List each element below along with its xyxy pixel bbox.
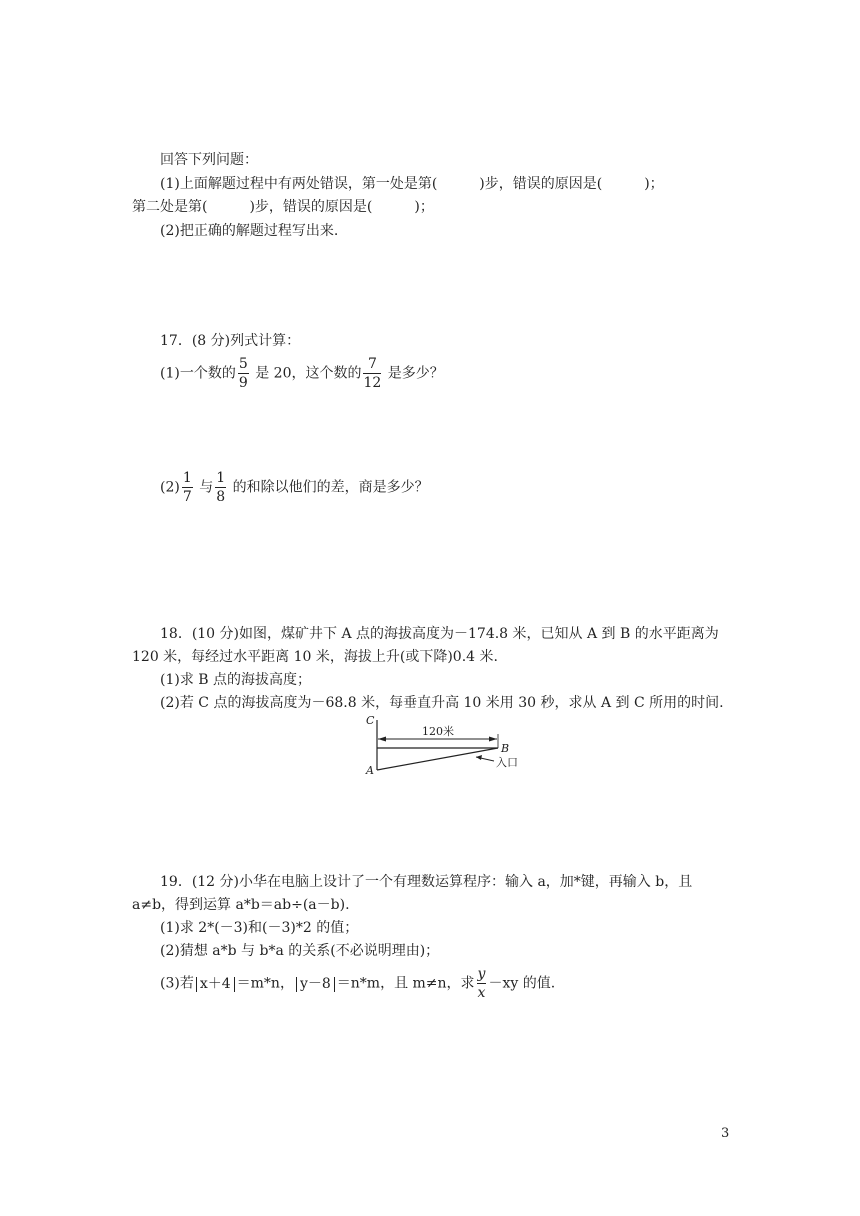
q17-part2-prefix: (2) <box>160 479 180 496</box>
q19-part2: (2)猜想 a*b 与 b*a 的关系(不必说明理由)； <box>160 943 440 959</box>
dimension-arrow-right-icon <box>489 737 497 742</box>
fraction-numerator: 1 <box>182 470 192 486</box>
distance-label: 120米 <box>422 725 454 738</box>
q18-part1: (1)求 B 点的海拔高度； <box>160 672 312 688</box>
dimension-arrow-left-icon <box>378 737 386 742</box>
q19-part3 <box>160 965 555 1002</box>
q17-part1 <box>160 355 444 392</box>
label-a: A <box>366 764 374 777</box>
q16-part2: (2)把正确的解题过程写出来. <box>160 223 339 239</box>
fraction <box>363 355 381 392</box>
q19-part3-eq1: ＝m*n， <box>236 975 294 992</box>
q17-title: 17．(8 分)列式计算： <box>160 333 301 349</box>
q16-part1-line2: 第二处是第( )步，错误的原因是( )； <box>132 199 434 215</box>
entrance-label: 入口 <box>496 756 518 769</box>
q16-prompt: 回答下列问题： <box>160 152 258 168</box>
fraction-denominator: 8 <box>216 489 226 505</box>
fraction <box>238 355 249 392</box>
page-number: 3 <box>721 1126 730 1141</box>
label-c: C <box>366 714 375 727</box>
q19-stem-line2: a≠b，得到运算 a*b＝ab÷(a－b). <box>132 897 350 913</box>
q16-part1-line1: (1)上面解题过程中有两处错误，第一处是第( )步，错误的原因是( )； <box>160 176 664 192</box>
q19-part1: (1)求 2*(－3)和(－3)*2 的值； <box>160 920 359 936</box>
fraction-denominator: 9 <box>238 375 248 391</box>
q18-stem-line2: 120 米，每经过水平距离 10 米，海拔上升(或下降)0.4 米. <box>132 649 498 665</box>
q19-part3-eq2: ＝n*m，且 m≠n，求 <box>336 975 475 992</box>
fraction <box>182 469 193 506</box>
mine-shaft-diagram <box>362 712 542 778</box>
q17-part1-prefix: (1)一个数的 <box>160 365 236 382</box>
q18-stem-line1: 18．(10 分)如图，煤矿井下 A 点的海拔高度为－174.8 米，已知从 A 到 B 的水平距离为 <box>160 626 719 642</box>
absolute-value: y－8 <box>296 977 335 992</box>
fraction <box>215 469 226 506</box>
absolute-value: x＋4 <box>196 977 235 992</box>
fraction-denominator: 7 <box>182 489 192 505</box>
entrance-arrow-icon <box>476 755 482 760</box>
fraction-numerator: 7 <box>363 355 381 374</box>
fraction-denominator: x <box>477 985 486 1001</box>
fraction-numerator: y <box>477 966 486 982</box>
fraction-numerator: 5 <box>238 356 248 372</box>
fraction-numerator: 1 <box>216 470 226 486</box>
q17-part1-middle: 是 20，这个数的 <box>255 365 362 382</box>
q17-part2-middle: 与 <box>199 479 214 496</box>
q17-part2 <box>160 469 429 506</box>
q17-part2-suffix: 的和除以他们的差，商是多少？ <box>232 479 429 496</box>
q17-part1-suffix: 是多少？ <box>387 365 444 382</box>
q19-part3-prefix: (3)若 <box>160 975 194 992</box>
fraction-denominator: 12 <box>363 375 382 391</box>
q19-part3-suffix: －xy 的值. <box>488 975 556 992</box>
label-b: B <box>501 742 510 755</box>
q18-part2: (2)若 C 点的海拔高度为－68.8 米，每垂直升高 10 米用 30 秒，求从 A 到 C 所用的时间. <box>160 695 724 711</box>
q19-stem-line1: 19．(12 分)小华在电脑上设计了一个有理数运算程序：输入 a，加*键，再输入 b，且 <box>160 874 693 890</box>
fraction <box>477 965 487 1002</box>
